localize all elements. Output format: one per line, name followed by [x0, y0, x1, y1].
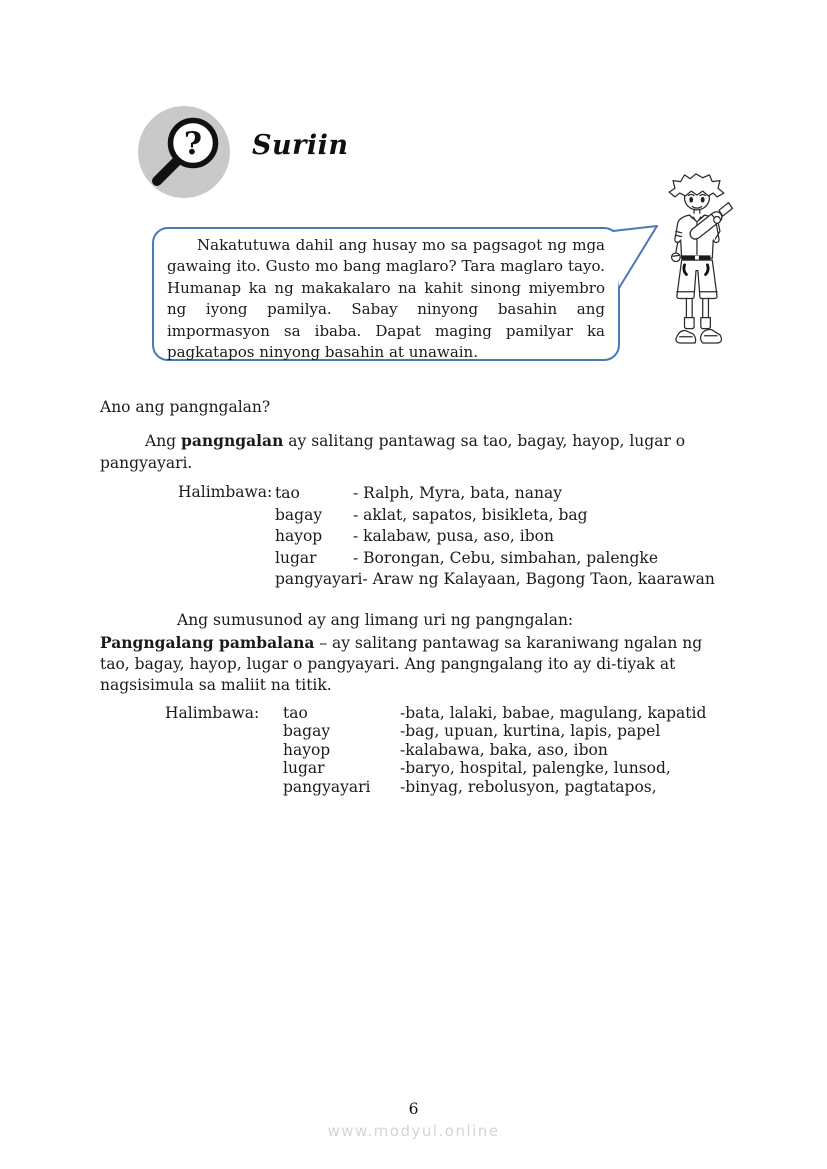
values: - Borongan, Cebu, simbahan, palengke — [353, 548, 658, 567]
list-item — [275, 548, 715, 570]
page-number: 6 — [408, 1100, 419, 1118]
term: hayop — [275, 527, 323, 546]
values: -binyag, rebolusyon, pagtatapos, — [400, 777, 657, 796]
pambalana-rest: – ay salitang pantawag sa karaniwang ngalan ng tao, bagay, hayop, lugar o pangyayari. Ang pangngalang ito ay di-tiyak at nagsisimula sa maliit na titik. — [100, 634, 703, 694]
values: -bag, upuan, kurtina, lapis, papel — [400, 722, 661, 741]
list-item — [283, 722, 706, 740]
term: lugar — [283, 759, 325, 778]
page-title: Suriin — [252, 130, 349, 161]
example-rows — [283, 704, 706, 796]
term: pangyayari — [283, 777, 371, 796]
student-illustration — [648, 172, 744, 354]
types-intro-line: Ang sumusunod ay ang limang uri ng pangngalan: — [177, 611, 574, 629]
speech-bubble — [152, 227, 620, 361]
values: - Ralph, Myra, bata, nanay — [353, 484, 562, 502]
pambalana-paragraph — [100, 632, 732, 696]
example-list-1 — [178, 483, 715, 591]
list-item — [275, 505, 715, 527]
list-item — [275, 569, 715, 591]
definition-rest: ay salitang pantawag sa tao, bagay, hayop, lugar o pangyayari. — [100, 432, 686, 472]
pambalana-term: Pangngalang pambalana — [100, 633, 315, 652]
magnifier-question-icon — [136, 104, 232, 200]
term: tao — [275, 484, 300, 502]
question-heading: Ano ang pangngalan? — [100, 398, 271, 416]
term: hayop — [283, 740, 331, 759]
example-list-2 — [165, 704, 706, 796]
watermark: www.modyul.online — [327, 1122, 500, 1140]
values: - kalabaw, pusa, aso, ibon — [353, 527, 554, 546]
definition-lead: Ang — [145, 432, 182, 450]
term: bagay — [275, 505, 323, 524]
example-label: Halimbawa: — [165, 704, 260, 722]
term: lugar — [275, 548, 317, 567]
example-label: Halimbawa: — [178, 483, 273, 501]
example-rows — [275, 483, 715, 591]
values: - Araw ng Kalayaan, Bagong Taon, kaarawan — [362, 570, 715, 589]
list-item — [275, 526, 715, 548]
values: -bata, lalaki, babae, magulang, kapatid — [400, 704, 707, 722]
definition-paragraph — [100, 430, 700, 474]
magnifier-question-icon-svg — [136, 104, 232, 200]
definition-term: pangngalan — [181, 431, 284, 450]
list-item — [275, 483, 715, 505]
values: - aklat, sapatos, bisikleta, bag — [353, 505, 588, 524]
values: -baryo, hospital, palengke, lunsod, — [400, 759, 671, 778]
list-item — [283, 778, 706, 796]
list-item — [283, 741, 706, 759]
term: bagay — [283, 722, 331, 741]
term: pangyayari — [275, 570, 363, 589]
term: tao — [283, 704, 308, 722]
list-item — [283, 759, 706, 777]
values: -kalabawa, baka, aso, ibon — [400, 740, 608, 759]
list-item — [283, 704, 706, 722]
svg-text:?: ? — [183, 126, 203, 162]
speech-bubble-text: Nakatutuwa dahil ang husay mo sa pagsagot ng mga gawaing ito. Gusto mo bang maglaro? Tara maglaro tayo. Humanap ka ng makakalaro na kahit sinong miyembro ng iyong pamilya. Sabay ninyong basahin ang impormasyon sa ibaba. Dapat maging pamilyar ka pagkatapos ninyong basahin at unawain. — [167, 236, 605, 362]
